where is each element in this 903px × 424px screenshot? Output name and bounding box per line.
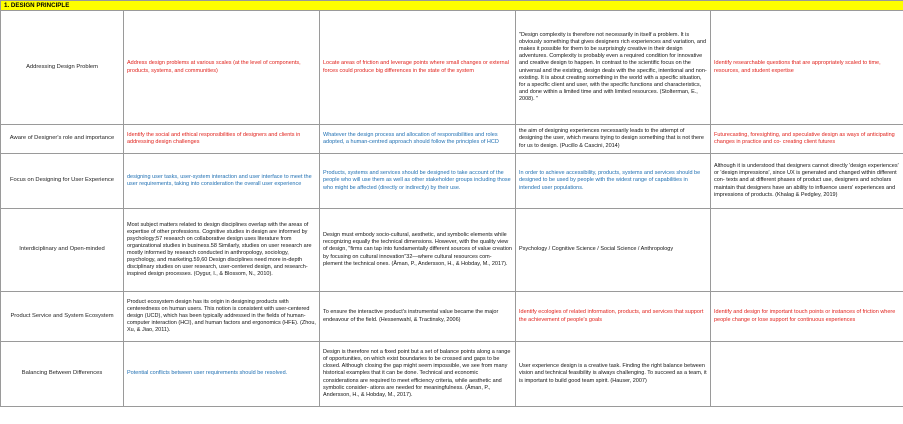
table-cell[interactable]: In order to achieve accessibility, products, systems and services should be designed to be used by people with the widest range of capabilities in intended user populations. (516, 154, 711, 209)
table-row (1, 154, 903, 209)
row-label[interactable]: Focus on Designing for User Experience (1, 154, 124, 209)
section-header[interactable]: 1. DESIGN PRINCIPLE (1, 1, 903, 11)
row-label[interactable]: Product Service and System Ecosystem (1, 292, 124, 342)
table-cell[interactable]: "Design complexity is therefore not necessarily in itself a problem. It is obviously something that gives designers rich experiences and variation, and makes it possible for them to be surprisingly creative in their design adventures. Complexity is probably even a required condition for innovative and creative design to happen. In contrast to the scientific focus on the universal and the existing, design deals with the specific, intentional and non-existing. It is about creating something in the world with a specific situation, for a specific client and user, with the specific functions and characteristics, and done within a limited time and with limited resources. (Stolterman, E., 2008). " (516, 11, 711, 125)
table-cell[interactable]: designing user tasks, user-system interaction and user interface to meet the user requirements, taking into consideration the overall user experience (124, 154, 320, 209)
table-cell[interactable]: Most subject matters related to design disciplines overlap with the areas of expertise of other professions. Cognitive studies in design are informed by psychology;57 research on collaborative design uses literature from organizational studies in business.58 Similarly, studies on user research are mostly informed by research conducted in anthropology, sociology, psychology, and marketing.59,60 Design disciplines need more in-depth disciplinary studies on user research, user-centered design, and research-inspired design processes. (Oygur, I., & Blossom, N., 2010). (124, 209, 320, 292)
row-label[interactable]: Addressing Design Problem (1, 11, 124, 125)
table-cell[interactable]: Design must embody socio-cultural, aesthetic, and symbolic elements while recognizing equally the technical dimensions. However, with the quality view of design, "firms can tap into fundamentally different sources of value creation by focusing on cultural innovation"32—where cultural resources com- plement the technical ones. (Åman, P., Andersson, H., & Hobday, M., 2017). (320, 209, 516, 292)
table-cell[interactable]: Identify the social and ethical responsibilities of designers and clients in addressing design challenges (124, 125, 320, 154)
table-cell[interactable] (711, 209, 903, 292)
table-cell[interactable]: Futurecasting, foresighting, and speculative design as ways of anticipating changes in practice and co- creating client futures (711, 125, 903, 154)
row-label[interactable]: Balancing Between Differences (1, 342, 124, 407)
row-label[interactable]: Aware of Designer's role and importance (1, 125, 124, 154)
table-row (1, 342, 903, 407)
table-row (1, 11, 903, 125)
table-cell[interactable]: User experience design is a creative task. Finding the right balance between vision and technical feasibility is always challenging. To succeed as a team, it is important to build good team spirit. (Hauser, 2007) (516, 342, 711, 407)
row-label[interactable]: Interdiciplinary and Open-minded (1, 209, 124, 292)
table-cell[interactable]: To ensure the interactive product's instrumental value became the major endeavour of the field. (Hessenwahl, & Tractinsky, 2006) (320, 292, 516, 342)
header-row (1, 1, 903, 11)
table-cell[interactable]: the aim of designing experiences necessarily leads to the attempt of designing the user, which means trying to design something that is not there for us to design. (Pucillo & Cascini, 2014) (516, 125, 711, 154)
table-cell[interactable]: Identify and design for important touch points or instances of friction where people change or lose support for continuous experiences (711, 292, 903, 342)
table-row (1, 292, 903, 342)
table-cell[interactable]: Address design problems at various scales (at the level of components, products, systems, and communities) (124, 11, 320, 125)
table-cell[interactable]: Identify ecologies of related information, products, and services that support the achievement of people's goals (516, 292, 711, 342)
table-cell[interactable]: Identify researchable questions that are appropriately scaled to time, resources, and student expertise (711, 11, 903, 125)
table-cell[interactable]: Design is therefore not a fixed point but a set of balance points along a range of opportunities, on which exist boundaries to be crossed and gaps to be closed. Although closing the gap might seem impossible, we see from many historical examples that it can be done. Technical and economic considerations are required to meet efficiency criteria, while aesthetic and symbolic consider- ations are needed for meaningfulness. (Åman, P., Andersson, H., & Hobday, M., 2017). (320, 342, 516, 407)
table-row (1, 125, 903, 154)
table-cell[interactable]: Product ecosystem design has its origin in designing products with centeredness on human users. This notion is consistent with user-centered design (UCD), which has been typically addressed in the fields of human-computer interaction (HCI), and human factors and ergonomics (HFE). (Zhou, Xu, & Jiao, 2011). (124, 292, 320, 342)
table-cell[interactable] (711, 342, 903, 407)
table-cell[interactable]: Although it is understood that designers cannot directly 'design experiences' or 'design impressions', since UX is generated and changed within different con- texts and at different phases of product use, designers and scholars maintain that designers have an ability to influence users' experiences and impressions of products. (Khalag & Pedgley, 2019) (711, 154, 903, 209)
table-cell[interactable]: Locate areas of friction and leverage points where small changes or external forces could produce big differences in the state of the system (320, 11, 516, 125)
table-cell[interactable]: Psychology / Cognitive Science / Social Science / Anthropology (516, 209, 711, 292)
table-cell[interactable]: Products, systems and services should be designed to take account of the people who will use them as well as other stakeholder groups including those who might be affected (directly or indirectly) by their use. (320, 154, 516, 209)
table-cell[interactable]: Potential conflicts between user requirements should be resolved. (124, 342, 320, 407)
table-row (1, 209, 903, 292)
table-cell[interactable]: Whatever the design process and allocation of responsibilities and roles adopted, a human-centred approach should follow the principles of HCD (320, 125, 516, 154)
